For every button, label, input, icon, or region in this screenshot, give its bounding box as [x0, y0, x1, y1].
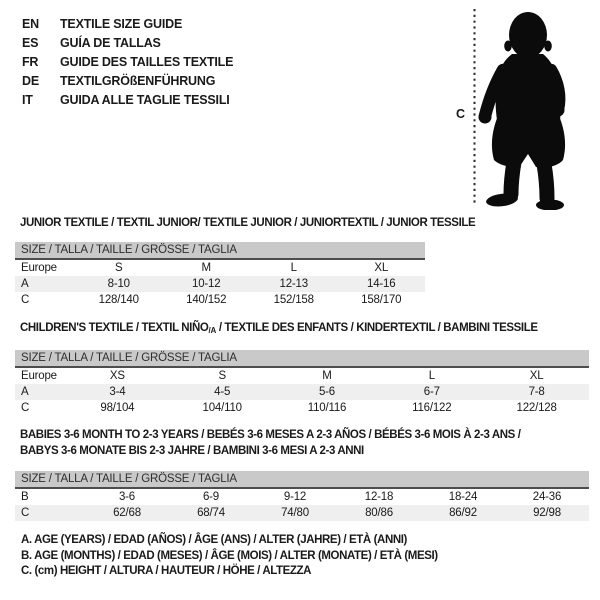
language-list — [22, 15, 233, 109]
table-cell: 68/74 — [169, 505, 253, 521]
table-cell: 10-12 — [163, 276, 251, 292]
table-cell: 6-7 — [379, 384, 484, 400]
language-row — [22, 34, 233, 53]
table-cell: 24-36 — [532, 491, 562, 503]
language-code: ES — [22, 36, 39, 51]
children-table-title — [20, 322, 538, 335]
table-cell: 92/98 — [505, 505, 589, 521]
row-label: A — [15, 276, 75, 292]
height-label-c: C — [456, 107, 466, 121]
language-code: FR — [22, 54, 39, 69]
table-row — [15, 384, 589, 400]
table-cell: 7-8 — [484, 384, 589, 400]
babies-size-table — [15, 471, 589, 521]
table-row — [15, 276, 425, 292]
table-cell: L — [290, 262, 297, 274]
table-row — [15, 488, 589, 505]
size-header-bar: SIZE / TALLA / TAILLE / GRÖSSE / TAGLIA — [15, 471, 589, 488]
table-cell: XS — [109, 370, 125, 382]
row-label: A — [15, 384, 65, 400]
table-cell: 74/80 — [253, 505, 337, 521]
row-label: B — [21, 491, 29, 503]
table-cell: 122/128 — [516, 402, 557, 414]
babies-table-title — [20, 428, 521, 459]
language-row — [22, 53, 233, 72]
table-cell: 12-13 — [250, 276, 338, 292]
table-row — [15, 400, 589, 416]
table-cell: M — [201, 262, 211, 274]
table-cell: 158/170 — [361, 294, 402, 306]
size-header-bar: SIZE / TALLA / TAILLE / GRÖSSE / TAGLIA — [15, 242, 425, 259]
table-cell: S — [115, 262, 123, 274]
table-cell: 12-18 — [364, 491, 394, 503]
size-header-bar: SIZE / TALLA / TAILLE / GRÖSSE / TAGLIA — [15, 350, 589, 367]
language-row — [22, 90, 233, 109]
table-cell: 4-5 — [170, 384, 275, 400]
junior-table-title: JUNIOR TEXTILE / TEXTIL JUNIOR/ TEXTILE JUNIOR / JUNIORTEXTIL / JUNIOR TESSILE — [20, 217, 476, 229]
table-row — [15, 292, 425, 308]
table-cell: 98/104 — [100, 402, 135, 414]
row-label: Europe — [21, 262, 57, 274]
table-cell: 104/110 — [202, 402, 242, 414]
table-cell: 5-6 — [275, 384, 380, 400]
language-row — [22, 71, 233, 90]
table-cell: 3-6 — [118, 491, 136, 503]
row-label: Europe — [21, 370, 57, 382]
language-label: TEXTILE SIZE GUIDE — [60, 17, 183, 32]
table-cell: XL — [374, 262, 389, 274]
table-cell: 110/116 — [307, 402, 347, 414]
language-label: GUIDA ALLE TAGLIE TESSILI — [60, 92, 230, 107]
legend-line-c: C. (cm) HEIGHT / ALTURA / HAUTEUR / HÖHE / ALTEZZA — [21, 565, 312, 577]
table-cell: 6-9 — [202, 491, 220, 503]
table-row — [15, 259, 425, 276]
junior-size-table — [15, 242, 425, 308]
table-cell: 152/158 — [273, 294, 314, 306]
table-cell: 3-4 — [65, 384, 170, 400]
language-code: IT — [22, 92, 33, 107]
table-cell: 116/122 — [412, 402, 452, 414]
legend-line-a: A. AGE (YEARS) / EDAD (AÑOS) / ÂGE (ANS) / ALTER (JAHRE) / ETÀ (ANNI) — [21, 534, 407, 546]
table-cell: M — [322, 370, 332, 382]
table-cell: 18-24 — [448, 491, 478, 503]
table-cell: 9-12 — [283, 491, 307, 503]
row-label: C — [15, 505, 85, 521]
language-label: GUÍA DE TALLAS — [60, 36, 161, 51]
table-cell: 128/140 — [98, 294, 139, 306]
babies-title-line2: BABYS 3-6 MONATE BIS 2-3 JAHRE / BAMBINI 3-6 MESI A 2-3 ANNI — [20, 444, 364, 457]
table-cell: L — [428, 370, 435, 382]
table-cell: S — [218, 370, 226, 382]
table-cell: 62/68 — [85, 505, 169, 521]
children-title-subscript: /A — [208, 326, 217, 335]
language-code: DE — [22, 73, 39, 88]
measurement-legend — [21, 533, 438, 580]
language-code: EN — [22, 17, 39, 32]
row-label: C — [21, 402, 30, 414]
children-size-table — [15, 350, 589, 416]
language-label: TEXTILGRÖßENFÜHRUNG — [60, 73, 216, 88]
children-title-suffix: / TEXTILE DES ENFANTS / KINDERTEXTIL / BAMBINI TESSILE — [216, 322, 538, 334]
babies-title-line1: BABIES 3-6 MONTH TO 2-3 YEARS / BEBÉS 3-6 MESES A 2-3 AÑOS / BÉBÉS 3-6 MOIS À 2-3 ANS / — [20, 429, 521, 441]
table-row — [15, 505, 589, 521]
row-label: C — [21, 294, 30, 306]
table-cell: 80/86 — [337, 505, 421, 521]
table-cell: XL — [529, 370, 544, 382]
language-label: GUIDE DES TAILLES TEXTILE — [60, 54, 234, 69]
table-cell: 8-10 — [75, 276, 163, 292]
table-row — [15, 367, 589, 384]
language-row — [22, 15, 233, 34]
legend-line-b: B. AGE (MONTHS) / EDAD (MESES) / ÂGE (MOIS) / ALTER (MONATE) / ETÀ (MESI) — [21, 549, 438, 562]
children-title-prefix: CHILDREN'S TEXTILE / TEXTIL NIÑO — [20, 322, 209, 334]
table-cell: 14-16 — [338, 276, 426, 292]
table-cell: 140/152 — [186, 294, 227, 306]
table-cell: 86/92 — [421, 505, 505, 521]
